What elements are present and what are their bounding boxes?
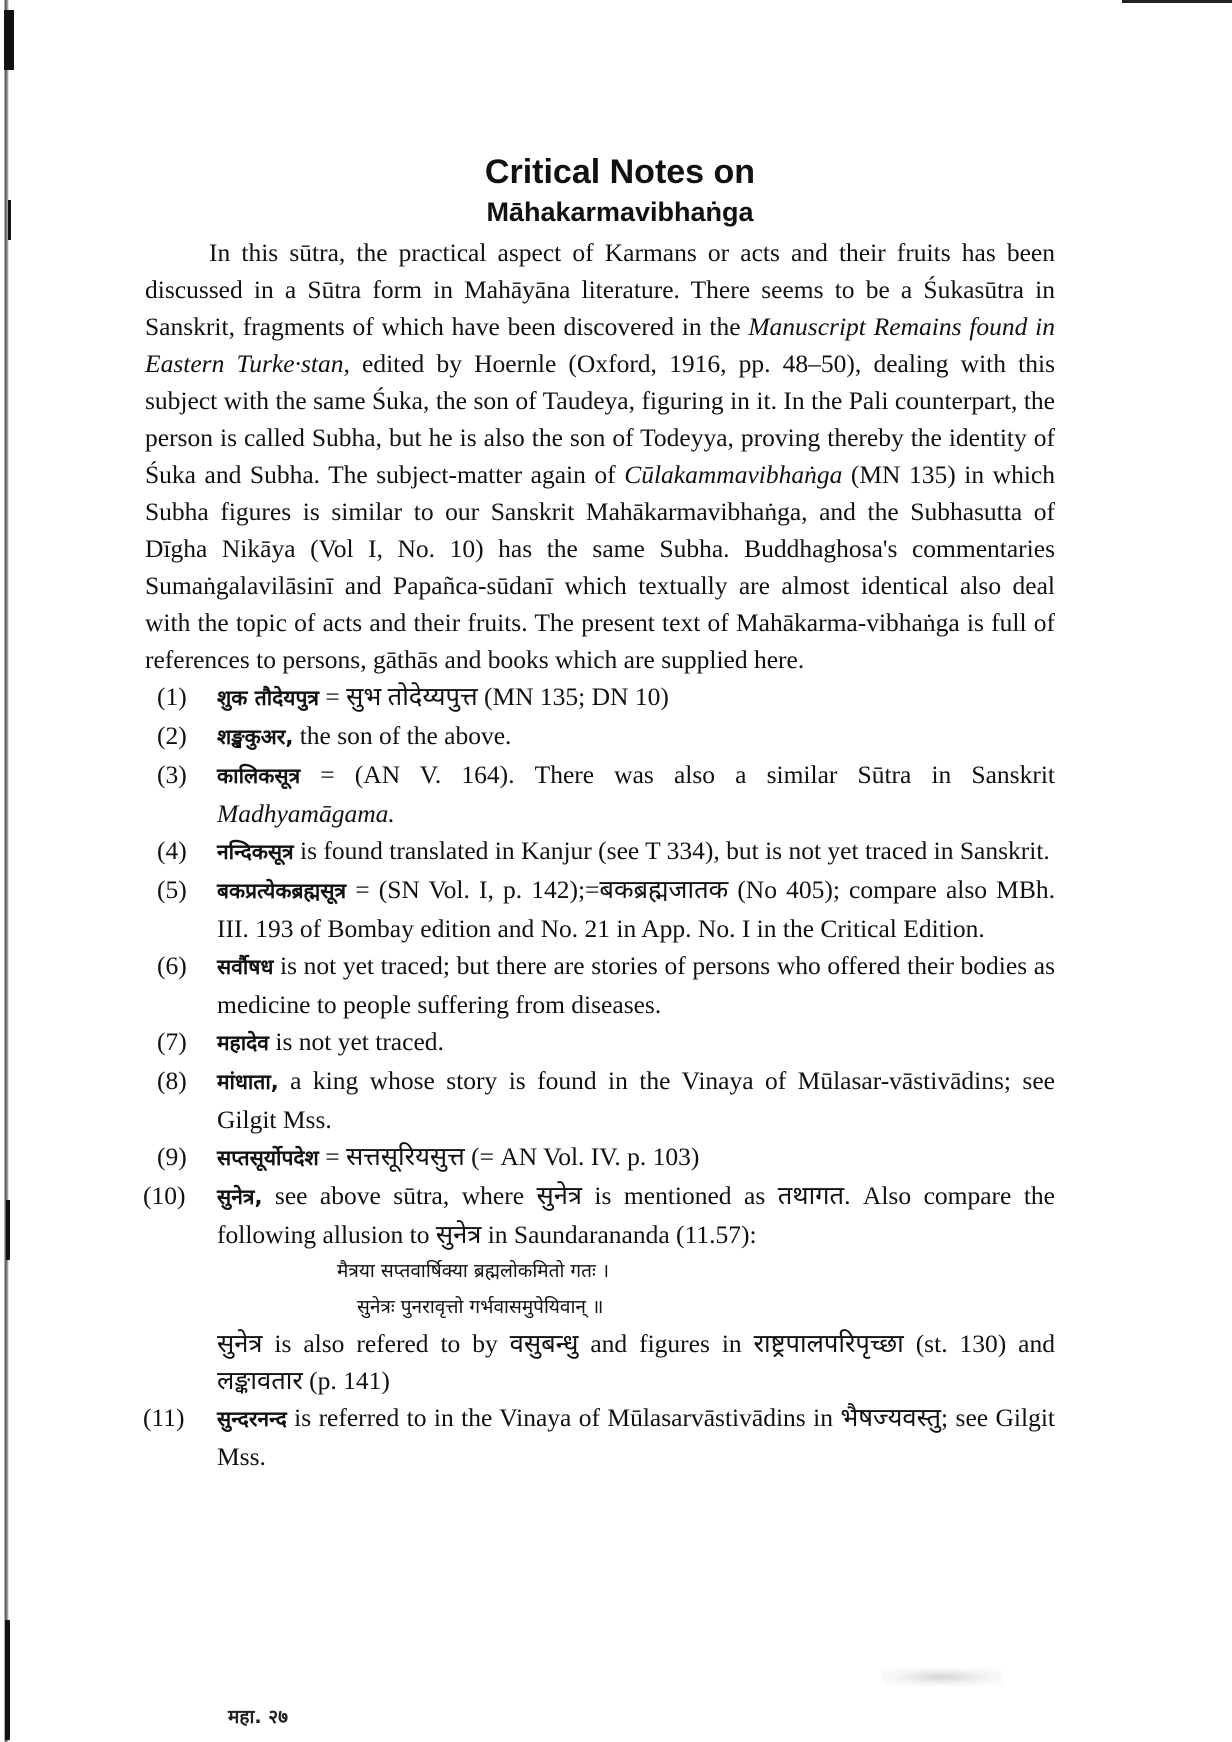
note-term: सप्तसूर्योपदेश <box>217 1146 319 1170</box>
note-number: (11) <box>143 1403 185 1432</box>
page-subtitle: Māhakarmavibhaṅga <box>486 197 754 227</box>
notes-list <box>145 678 1055 1475</box>
note-number: (6) <box>157 951 187 980</box>
note-item-7 <box>145 1023 1055 1062</box>
note-text: = सुभ तोदेय्यपुत्त (MN 135; DN 10) <box>318 682 669 711</box>
note-term: नन्दिकसूत्र <box>217 840 294 864</box>
note-number: (1) <box>157 682 187 711</box>
note-term: बकप्रत्येकब्रह्मसूत्र <box>217 879 347 903</box>
note-term: कालिकसूत्र <box>217 764 301 788</box>
note-term: सुन्दरनन्द <box>217 1407 287 1431</box>
verse-line-2: सुनेत्रः पुनरावृत्तो गर्भवासमुपेयिवान् ॥ <box>357 1296 604 1318</box>
intro-text-1: In this sūtra, the practical aspect of Karmans or acts and their fruits has been discussed in a Sūtra form in Mahāyāna literature. There seems to be a Śukasūtra in Sanskrit, fragments of which have been discovered in the <box>145 238 1055 341</box>
note-text: is found translated in Kanjur (see T 334), but is not yet traced in Sanskrit. <box>293 836 1050 865</box>
note-item-8 <box>145 1062 1055 1138</box>
note-number: (4) <box>157 836 187 865</box>
note-text: see above sūtra, where सुनेत्र is mentioned as तथागत. Also compare the following allusion to सुनेत्र in Saundarananda (11.57): <box>217 1181 1055 1249</box>
note-term: सुनेत्र, <box>217 1185 263 1209</box>
note-item-6 <box>145 947 1055 1023</box>
note-italic: Madhyamāgama. <box>217 799 395 828</box>
note-number: (5) <box>157 875 187 904</box>
note-text: = (AN V. 164). There was also a similar Sūtra in Sanskrit <box>300 760 1055 789</box>
note-number: (8) <box>157 1066 187 1095</box>
note-10-continuation: सुनेत्र is also refered to by वसुबन्धु and figures in राष्ट्रपालपरिपृच्छा (st. 130) and लङ्कावतार (p. 141) <box>217 1329 1055 1395</box>
corner-rule <box>1122 0 1232 3</box>
page-title: Critical Notes on <box>484 153 756 191</box>
note-term: मांधाता, <box>217 1070 279 1094</box>
intro-italic-1: Manuscript Remains found in Eastern Turke·stan, <box>145 312 1055 378</box>
note-text: a king whose story is found in the Vinaya of Mūlasar-vāstivādins; see Gilgit Mss. <box>217 1066 1055 1134</box>
binding-mark <box>4 10 14 70</box>
note-text: is referred to in the Vinaya of Mūlasarvāstivādins in भैषज्यवस्तु; see Gilgit Mss. <box>217 1403 1055 1471</box>
note-item-4 <box>145 832 1055 871</box>
note-item-5 <box>145 871 1055 947</box>
note-term: शुक तौदेयपुत्र <box>217 686 319 710</box>
note-text: is not yet traced; but there are stories of persons who offered their bodies as medicine to people suffering from diseases. <box>217 951 1055 1019</box>
intro-text-2: edited by Hoernle (Oxford, 1916, pp. 48–50), dealing with this subject with the same Śuka, the son of Taudeya, figuring in it. In the Pali counterpart, the person is called Subha, but he is also the son of Todeyya, proving thereby the identity of Śuka and Subha. The subject-matter again of <box>145 349 1055 489</box>
note-item-2 <box>145 717 1055 756</box>
note-text: = (SN Vol. I, p. 142);=बकब्रह्मजातक (No 405); compare also MBh. III. 193 of Bombay edition and No. 21 in App. No. I in the Critical Edition. <box>217 875 1055 943</box>
page-signature-mark: महा. २७ <box>228 1706 288 1728</box>
note-term: शङ्खकुअर, <box>217 725 294 749</box>
page-content <box>145 150 1055 1475</box>
scan-smudge <box>882 1668 1002 1686</box>
note-text: is not yet traced. <box>268 1027 444 1056</box>
note-term: सर्वौषध <box>217 955 274 979</box>
verse-line-1: मैत्रया सप्तवार्षिक्या ब्रह्मलोकमितो गतः । <box>337 1260 610 1282</box>
note-text: = सत्तसूरियसुत्त (= AN Vol. IV. p. 103) <box>318 1142 700 1171</box>
binding-mark <box>6 1200 10 1260</box>
intro-paragraph <box>145 234 1055 678</box>
note-item-11 <box>145 1399 1055 1475</box>
note-number: (2) <box>157 721 187 750</box>
note-text: the son of the above. <box>293 721 512 750</box>
note-item-3 <box>145 756 1055 832</box>
note-item-10 <box>145 1177 1055 1399</box>
intro-italic-2: Cūlakammavibhaṅga <box>624 460 843 489</box>
intro-text-3: (MN 135) in which Subha figures is similar to our Sanskrit Mahākarmavibhaṅga, and the Subhasutta of Dīgha Nikāya (Vol I, No. 10) has the same Subha. Buddhaghosa's commentaries Sumaṅgalavilāsinī and Papañca-sūdanī which textually are almost identical also deal with the topic of acts and their fruits. The present text of Mahākarma-vibhaṅga is full of references to persons, gāthās and books which are supplied here. <box>145 460 1055 674</box>
note-number: (7) <box>157 1027 187 1056</box>
note-number: (10) <box>143 1181 186 1210</box>
note-item-1 <box>145 678 1055 717</box>
note-term: महादेव <box>217 1031 269 1055</box>
note-number: (9) <box>157 1142 187 1171</box>
note-item-9 <box>145 1138 1055 1177</box>
book-binding-shadow <box>0 0 18 1742</box>
note-number: (3) <box>157 760 187 789</box>
binding-mark <box>5 1620 10 1740</box>
binding-mark <box>8 200 11 240</box>
